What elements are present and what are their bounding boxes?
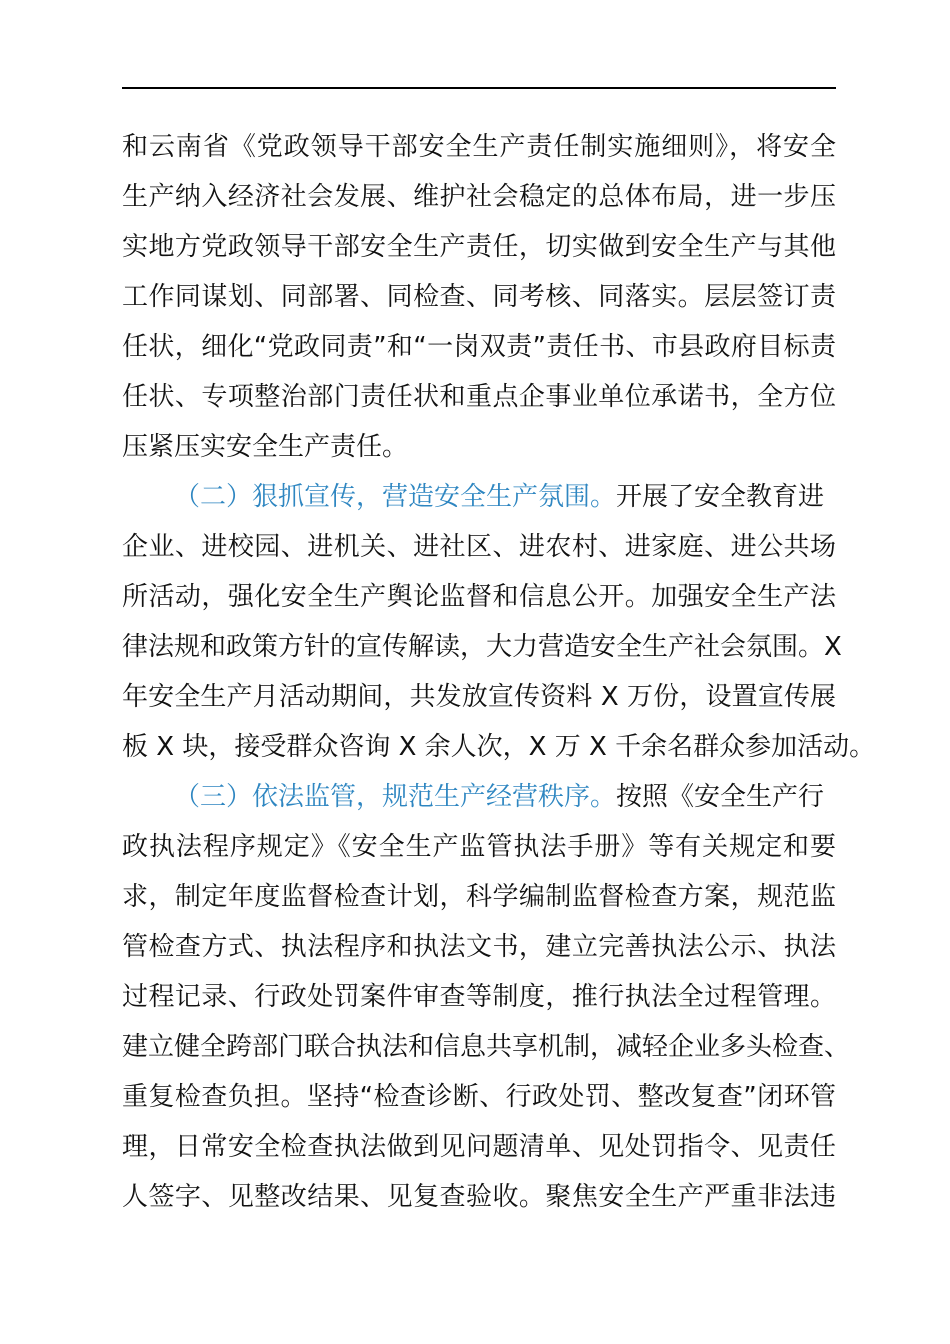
text-line: 任状、专项整治部门责任状和重点企事业单位承诺书，全方位 (122, 382, 836, 412)
text-line: 求，制定年度监督检查计划，科学编制监督检查方案，规范监 (122, 882, 836, 912)
text-line: 建立健全跨部门联合执法和信息共享机制，减轻企业多头检查、 (122, 1032, 851, 1062)
text-line: 人签字、见整改结果、见复查验收。聚焦安全生产严重非法违 (122, 1182, 836, 1212)
text-line: 政执法程序规定》《安全生产监管执法手册》等有关规定和要 (122, 832, 836, 862)
text-line: 重复检查负担。坚持“检查诊断、行政处罚、整改复查”闭环管 (122, 1082, 836, 1112)
section-heading: （三）依法监管，规范生产经营秩序。 (174, 782, 617, 812)
document-body (122, 122, 876, 1222)
text-line: 任状，细化“党政同责”和“一岗双责”责任书、市县政府目标责 (122, 332, 836, 362)
text-line: 和云南省《党政领导干部安全生产责任制实施细则》，将安全 (122, 132, 836, 162)
text-line: 理，日常安全检查执法做到见问题清单、见处罚指令、见责任 (122, 1132, 836, 1162)
text-line: 律法规和政策方针的宣传解读，大力营造安全生产社会氛围。X (122, 632, 842, 662)
section-first-line (122, 472, 836, 522)
text-line: 过程记录、行政处罚案件审查等制度，推行执法全过程管理。 (122, 982, 836, 1012)
text-line: 板 X 块，接受群众咨询 X 余人次，X 万 X 千余名群众参加活动。 (122, 732, 876, 762)
section-heading: （二）狠抓宣传，营造安全生产氛围。 (174, 482, 617, 512)
text-line: 年安全生产月活动期间，共发放宣传资料 X 万份，设置宣传展 (122, 682, 836, 712)
text-line: 所活动，强化安全生产舆论监督和信息公开。加强安全生产法 (122, 582, 836, 612)
paragraph-responsibility (122, 122, 836, 472)
section-publicity (122, 472, 876, 772)
text-run: 按照《安全生产行 (616, 782, 825, 812)
text-line: 实地方党政领导干部安全生产责任，切实做到安全生产与其他 (122, 232, 836, 262)
text-line: 企业、进校园、进机关、进社区、进农村、进家庭、进公共场 (122, 532, 836, 562)
section-supervision (122, 772, 851, 1222)
text-line: 工作同谋划、同部署、同检查、同考核、同落实。层层签订责 (122, 282, 836, 312)
text-line: 压紧压实安全生产责任。 (122, 432, 409, 462)
text-line: 管检查方式、执法程序和执法文书，建立完善执法公示、执法 (122, 932, 836, 962)
text-line: 生产纳入经济社会发展、维护社会稳定的总体布局，进一步压 (122, 182, 836, 212)
header-rule (122, 87, 836, 89)
text-run: 开展了安全教育进 (616, 482, 825, 512)
section-first-line (122, 772, 836, 822)
